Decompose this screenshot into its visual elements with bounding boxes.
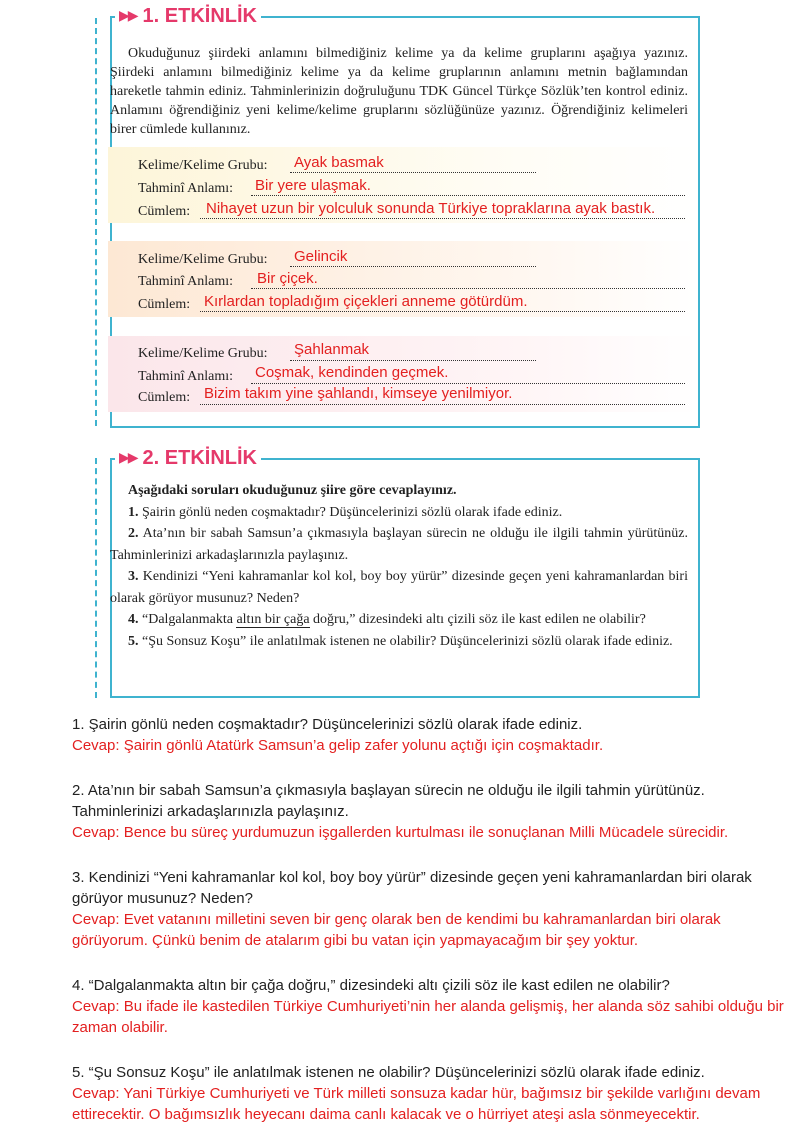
sentence-line-1: [200, 218, 685, 219]
question-number: 1.: [128, 504, 139, 520]
question-number: 2.: [128, 526, 139, 541]
sentence-label-2: Cümlem:: [138, 297, 191, 312]
answer-question-4: 4. “Dalgalanmakta altın bir çağa doğru,” dizesindeki altı çizili söz ile kast edilen ne olabilir?: [72, 977, 670, 994]
activity1-instructions: [110, 44, 688, 139]
double-arrow-icon: ▶▶: [119, 7, 137, 23]
sentence-label-3: Cümlem:: [138, 390, 191, 405]
question-1: [110, 502, 688, 524]
question-text-post: doğru,” dizesindeki altı çizili söz ile kast edilen ne olabilir?: [309, 612, 646, 627]
sentence-line-3: [200, 404, 685, 405]
activity2-title-text: 2. ETKİNLİK: [142, 447, 257, 469]
question-text: “Şu Sonsuz Koşu” ile anlatılmak istenen ne olabilir? Düşüncelerinizi sözlü olarak ifade ediniz.: [142, 633, 673, 649]
activity2-questions: [110, 480, 688, 652]
sentence-answer-3: Bizim takım yine şahlandı, kimseye yenilmiyor.: [204, 385, 513, 402]
sentence-line-2: [200, 311, 685, 312]
spacer: [72, 1038, 788, 1062]
answer-question-1: 1. Şairin gönlü neden coşmaktadır? Düşüncelerinizi sözlü olarak ifade ediniz.: [72, 716, 583, 733]
dashed-guide-2: [95, 458, 97, 698]
word-line-3: [290, 360, 536, 361]
underlined-phrase: altın bir çağa: [236, 612, 310, 627]
activity1-instructions-text: Okuduğunuz şiirdeki anlamını bilmediğiniz kelime ya da kelime gruplarını aşağıya yazınız. Şiirdeki anlamını bilmediğiniz kelime ya da kelime gruplarının anlamını metnin bağlamından hareketle tahmin ediniz. Tahminlerinizin doğruluğunu TDK Güncel Türkçe Sözlük’ten kontrol ediniz. Anlamını öğrendiğiniz yeni kelime/kelime gruplarını sözlüğünüze yazınız. Öğrendiğiniz kelimeleri birer cümlede kullanınız.: [110, 46, 688, 137]
activity2-heading-text: Aşağıdaki soruları okuduğunuz şiire göre cevaplayınız.: [128, 483, 457, 498]
answer-question-3: 3. Kendinizi “Yeni kahramanlar kol kol, boy boy yürür” dizesinde geçen yeni kahramanlardan biri olarak görüyor musunuz? Neden?: [72, 869, 752, 907]
word-line-2: [290, 266, 536, 267]
question-number: 5.: [128, 633, 139, 649]
answer-3: Cevap: Evet vatanını milletini seven bir genç olarak ben de kendimi bu kahramanlardan biri olarak görüyorum. Çünkü benim de atalarım gibi bu vatan için yapmayacağım bir şey yoktur.: [72, 911, 721, 949]
meaning-label-1: Tahminî Anlamı:: [138, 181, 234, 196]
activity2-title: [115, 447, 261, 470]
sentence-answer-1: Nihayet uzun bir yolculuk sonunda Türkiye topraklarına ayak bastık.: [206, 200, 656, 217]
answer-1: Cevap: Şairin gönlü Atatürk Samsun’a gelip zafer yolunu açtığı için coşmaktadır.: [72, 737, 604, 754]
word-label-2: Kelime/Kelime Grubu:: [138, 252, 268, 267]
question-number: 3.: [128, 569, 139, 584]
question-text-pre: “Dalgalanmakta: [142, 612, 237, 627]
activity1-title: [115, 5, 261, 28]
answer-2: Cevap: Bence bu süreç yurdumuzun işgallerden kurtulması ile sonuçlanan Milli Mücadele sürecidir.: [72, 824, 729, 841]
meaning-answer-1: Bir yere ulaşmak.: [255, 177, 371, 194]
answer-5: Cevap: Yani Türkiye Cumhuriyeti ve Türk milleti sonsuza kadar hür, bağımsız bir şekilde varlığını devam ettirecektir. O bağımsızlık heyecanı daima canlı kalacak ve o hürriyet ateşi asla sönmeyecektir.: [72, 1085, 761, 1123]
question-text: Kendinizi “Yeni kahramanlar kol kol, boy boy yürür” dizesinde geçen yeni kahramanlardan biri olarak görüyor musunuz? Neden?: [110, 569, 688, 606]
sentence-label-1: Cümlem:: [138, 204, 191, 219]
dashed-guide-1: [95, 18, 97, 426]
word-answer-3: Şahlanmak: [294, 341, 370, 358]
sentence-answer-2: Kırlardan topladığım çiçekleri anneme götürdüm.: [204, 293, 528, 310]
answer-4: Cevap: Bu ifade ile kastedilen Türkiye Cumhuriyeti’nin her alanda gelişmiş, her alanda söz sahibi olduğu bir zaman olabilir.: [72, 998, 784, 1036]
question-text: Şairin gönlü neden coşmaktadır? Düşüncelerinizi sözlü olarak ifade ediniz.: [142, 504, 563, 520]
meaning-line-2: [251, 288, 685, 289]
meaning-answer-3: Coşmak, kendinden geçmek.: [255, 364, 449, 381]
word-label-1: Kelime/Kelime Grubu:: [138, 158, 268, 173]
meaning-answer-2: Bir çiçek.: [257, 270, 318, 287]
spacer: [72, 843, 788, 867]
question-5: [110, 631, 688, 653]
word-line-1: [290, 172, 536, 173]
double-arrow-icon: ▶▶: [119, 449, 137, 465]
question-number: 4.: [128, 612, 139, 627]
meaning-line-3: [251, 383, 685, 384]
activity1-title-text: 1. ETKİNLİK: [142, 5, 257, 27]
question-text: Ata’nın bir sabah Samsun’a çıkmasıyla başlayan sürecin ne olduğu ile ilgili tahmin yürütünüz. Tahminlerinizi arkadaşlarınızla paylaşınız.: [110, 526, 689, 563]
meaning-label-2: Tahminî Anlamı:: [138, 274, 234, 289]
question-4: [110, 609, 688, 631]
meaning-line-1: [251, 195, 685, 196]
question-3: [110, 566, 688, 609]
meaning-label-3: Tahminî Anlamı:: [138, 369, 234, 384]
answers-section: [72, 714, 788, 1125]
word-answer-1: Ayak basmak: [294, 154, 384, 171]
word-label-3: Kelime/Kelime Grubu:: [138, 346, 268, 361]
question-2: [110, 523, 688, 566]
answer-question-2: 2. Ata’nın bir sabah Samsun’a çıkmasıyla başlayan sürecin ne olduğu ile ilgili tahmin yürütünüz. Tahminlerinizi arkadaşlarınızla paylaşınız.: [72, 782, 705, 820]
answer-question-5: 5. “Şu Sonsuz Koşu” ile anlatılmak istenen ne olabilir? Düşüncelerinizi sözlü olarak ifade ediniz.: [72, 1064, 705, 1081]
spacer: [72, 951, 788, 975]
activity2-heading: [110, 480, 688, 502]
spacer: [72, 756, 788, 780]
word-answer-2: Gelincik: [294, 248, 348, 265]
